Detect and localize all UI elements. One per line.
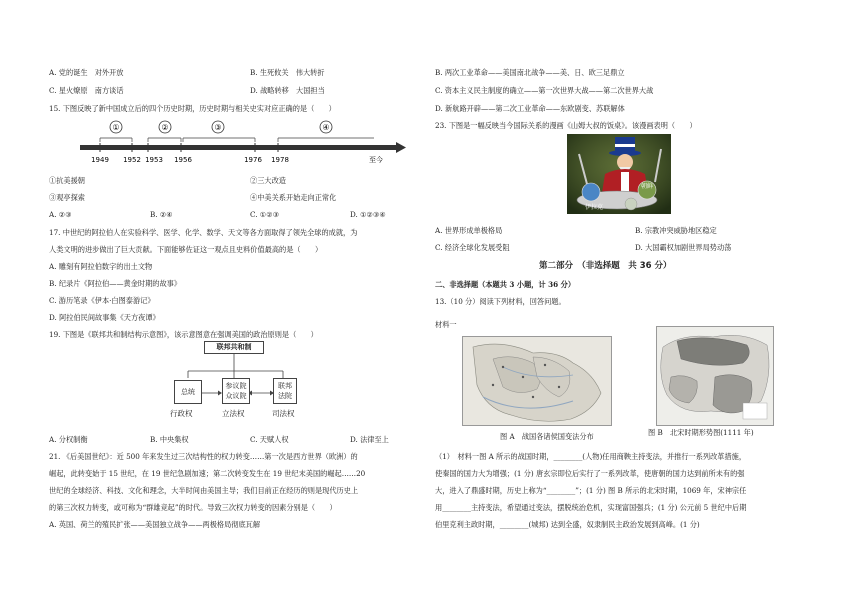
q13-line-3: 大，进入了鼎盛时期，历史上称为“________”；(1 分) 图 B 所示的北宋时期，1069 年，宋神宗任	[435, 486, 747, 495]
q19-option-c: C. 天赋人权	[250, 435, 289, 444]
option-c: C. 星火燎原 南方谈话	[49, 86, 124, 95]
q17-option-d: D. 阿拉伯民间故事集《天方夜谭》	[49, 313, 160, 322]
map-a-art	[463, 337, 611, 425]
cartoon-label-nk: 朝鲜	[641, 183, 654, 190]
year-1976: 1976	[244, 156, 262, 164]
q17-option-c: C. 游历笔录《伊本·白图泰游记》	[49, 296, 155, 305]
diagram-executive: 行政权	[170, 409, 193, 418]
circle-2: ②	[161, 123, 169, 132]
diagram-top: 联邦共和制	[204, 341, 264, 354]
q13-line-2: 使秦国的国力大为增强；(1 分) 唐玄宗即位后实行了一系列改革，使唐朝的国力达到前所未有的强	[435, 469, 745, 478]
q23-option-c: C. 经济全球化发展受阻	[435, 243, 510, 252]
q15-item-2: ②三大改造	[250, 176, 286, 185]
q17-stem-1: 17. 中世纪的阿拉伯人在实验科学、医学、化学、数学、天文等各方面取得了领先全球的成就，为	[49, 228, 358, 237]
q13-line-5: 伯里克利主政时期，________(城邦) 达到全盛，奴隶制民主政治发展到高峰。(1 分)	[435, 520, 700, 529]
option-b: B. 生死攸关 伟大转折	[250, 68, 325, 77]
q23-option-b: B. 宗教冲突威胁地区稳定	[635, 226, 717, 235]
q21-option-b: B. 两次工业革命——美国南北战争——美、日、欧三足鼎立	[435, 68, 625, 77]
map-a	[462, 336, 612, 426]
q15-stem: 15. 下图反映了新中国成立后的四个历史时期，历史时期与相关史实对应正确的是（ ）	[49, 104, 336, 113]
map-a-caption: 图 A 战国各诸侯国变法分布	[500, 432, 594, 441]
diagram-judicial: 司法权	[272, 409, 295, 418]
year-1952: 1952	[123, 156, 141, 164]
q21-option-c: C. 资本主义民主制度的确立——第一次世界大战——第二次世界大战	[435, 86, 654, 95]
q23-option-d: D. 大国霸权加剧世界局势动荡	[635, 243, 732, 252]
q23-stem: 23. 下图是一幅反映当今国际关系的漫画《山姆大叔的饭桌》。该漫画表明（ ）	[435, 121, 697, 130]
q21-line-2: 崛起，此转变始于 15 世纪，在 19 世纪急剧加速；第二次转变发生在 19 世纪末美国的崛起……20	[49, 469, 366, 478]
q13-stem: 13.（10 分）阅读下列材料，回答问题。	[435, 297, 566, 306]
year-1978: 1978	[271, 156, 289, 164]
map-b-caption: 图 B 北宋时期形势图(1111 年)	[648, 428, 754, 437]
year-1949: 1949	[91, 156, 109, 164]
q15-timeline	[80, 119, 410, 169]
year-1956: 1956	[174, 156, 192, 164]
diagram-legislative: 立法权	[222, 409, 245, 418]
circle-3: ③	[214, 123, 222, 132]
q15-option-d: D. ①②③④	[350, 210, 386, 219]
q17-stem-2: 人类文明的进步做出了巨大贡献。下面能够佐证这一观点且史料价值最高的是（ ）	[49, 245, 323, 254]
option-a: A. 党的诞生 对外开放	[49, 68, 124, 77]
q19-diagram	[168, 341, 308, 424]
q15-option-b: B. ②④	[150, 210, 173, 219]
q21-line-4: 的第三次权力转变，或可称为“群雄竞起”的时代。导致三次权力转变的因素分别是（ ）	[49, 503, 337, 512]
part-two-title: 第二部分 （非选择题 共 36 分）	[539, 261, 672, 271]
q15-option-c: C. ①②③	[250, 210, 280, 219]
diagram-court: 联邦 法院	[273, 378, 297, 404]
timeline-circles	[110, 121, 332, 133]
year-1953: 1953	[145, 156, 163, 164]
q17-option-a: A. 雕刻有阿拉伯数字的出土文物	[49, 262, 153, 271]
q21-line-3: 世纪的全球经济、科技、文化和理念，大半时间由美国主导；我们目前正在经历的则是现代历史上	[49, 486, 359, 495]
material-one-label: 材料一	[435, 320, 457, 329]
circle-4: ④	[322, 123, 330, 132]
q15-item-1: ①抗美援朝	[49, 176, 85, 185]
q19-stem: 19. 下图是《联邦共和制结构示意图》，该示意图意在强调美国的政治原则是（ ）	[49, 330, 318, 339]
q19-option-a: A. 分权制衡	[49, 435, 88, 444]
map-b	[656, 326, 774, 426]
diagram-congress: 参议院 众议院	[222, 378, 250, 404]
diagram-president: 总统	[174, 380, 202, 404]
map-b-art	[657, 327, 773, 425]
q17-option-b: B. 纪录片《阿拉伯——黄金时期的故事》	[49, 279, 182, 288]
year-now: 至今	[369, 156, 383, 164]
q21-option-d: D. 新航路开辟——第二次工业革命——东欧剧变、苏联解体	[435, 104, 625, 113]
cartoon-label-iraq: 伊拉克	[585, 204, 604, 211]
q19-option-d: D. 法律至上	[350, 435, 389, 444]
part-two-subtitle: 二、非选择题（本题共 3 小题，计 36 分）	[435, 280, 576, 289]
q13-line-4: 用________主持变法，希望通过变法，摆脱统治危机，实现富国强兵；(1 分) 公元前 5 世纪中后期	[435, 503, 747, 512]
uncle-sam-cartoon	[567, 134, 671, 214]
q23-option-a: A. 世界形成单极格局	[435, 226, 503, 235]
q19-option-b: B. 中央集权	[150, 435, 189, 444]
q13-line-1: （1） 材料一图 A 所示的战国时期，________(人物)任用商鞅主持变法，并推行一系列改革措施，	[435, 452, 747, 461]
q21-line-1: 21. 《后美国世纪》：近 500 年来发生过三次结构性的权力转变……第一次是西方世界（欧洲）的	[49, 452, 358, 461]
circle-1: ①	[112, 123, 120, 132]
q21-option-a: A. 英国、荷兰的殖民扩张——美国独立战争——两极格局彻底瓦解	[49, 520, 261, 529]
q15-item-3: ③观亭探索	[49, 193, 85, 202]
option-d: D. 战略转移 大国担当	[250, 86, 325, 95]
q15-item-4: ④中美关系开始走向正常化	[250, 193, 337, 202]
q15-option-a: A. ②③	[49, 210, 72, 219]
